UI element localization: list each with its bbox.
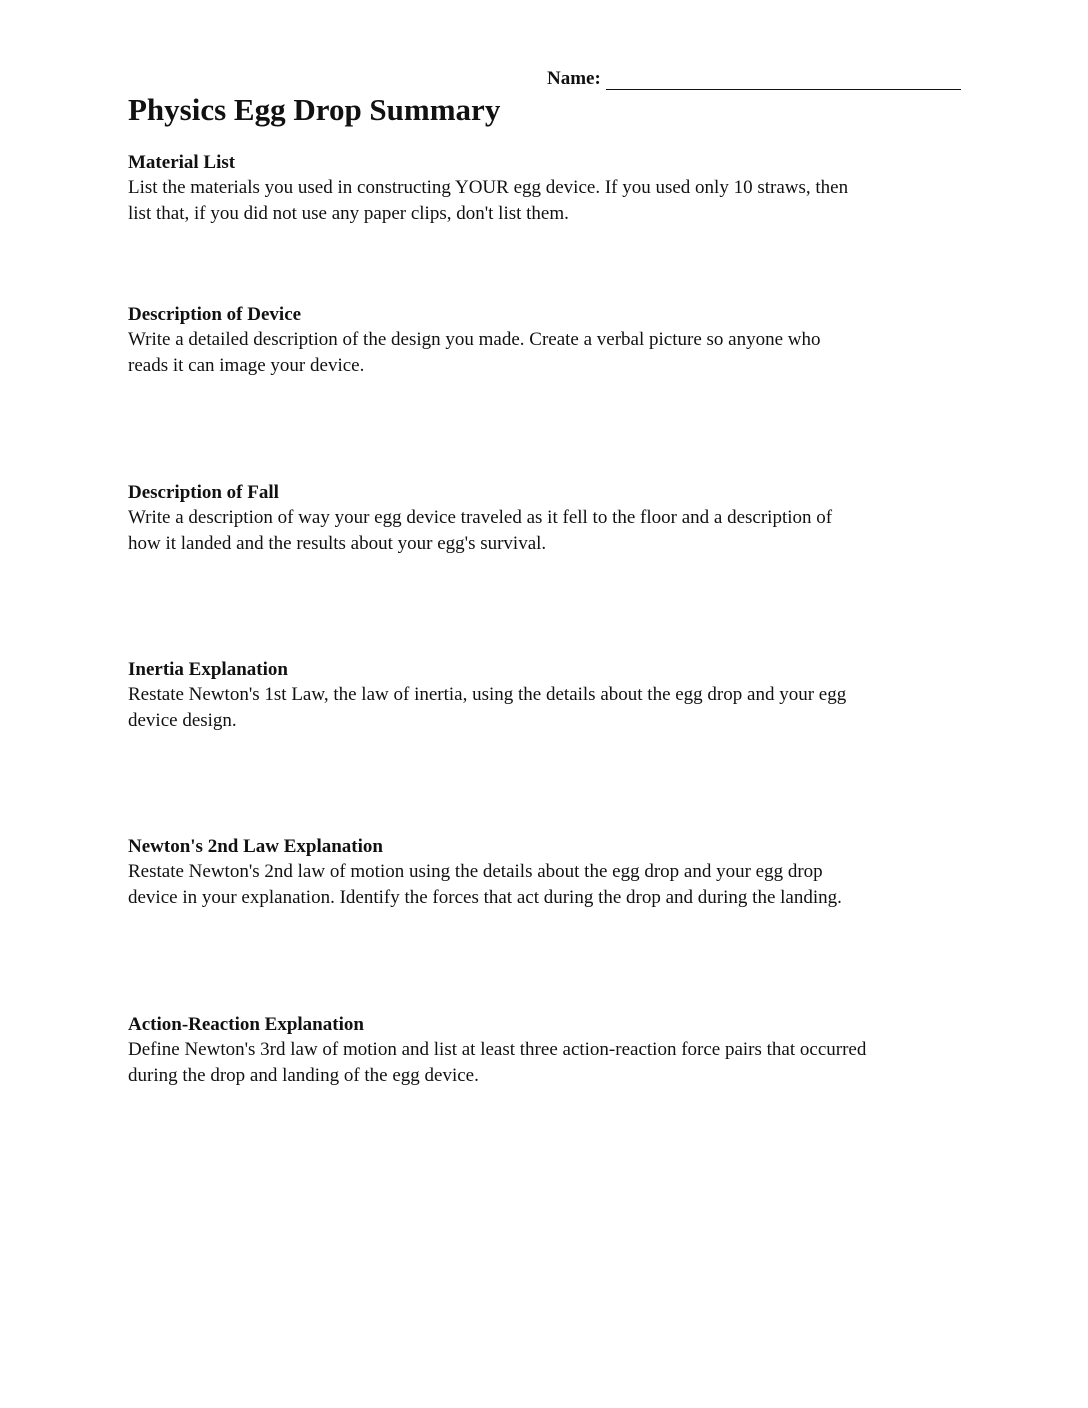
section-instruction-line: device in your explanation. Identify the forces that act during the drop and during the landing. [128,886,842,908]
section-instruction-line: List the materials you used in constructing YOUR egg device. If you used only 10 straws, then [128,177,849,198]
section-inertia-explanation [128,657,963,733]
section-instruction-line: during the drop and landing of the egg device. [128,1064,479,1086]
section-instruction-line: Write a detailed description of the design you made. Create a verbal picture so anyone who [128,329,821,350]
section-material-list [128,150,963,226]
name-label: Name: [547,68,601,89]
section-instruction-line: Write a description of way your egg device traveled as it fell to the floor and a description of [128,507,833,528]
name-field-row [547,66,961,90]
section-description-of-device [128,302,963,378]
section-instruction-line: how it landed and the results about your egg's survival. [128,532,547,554]
section-instruction-line: Define Newton's 3rd law of motion and list at least three action-reaction force pairs that occurred [128,1039,867,1060]
section-heading: Description of Device [128,304,302,325]
section-instruction-line: device design. [128,709,237,731]
section-instruction-line: Restate Newton's 1st Law, the law of inertia, using the details about the egg drop and your egg [128,684,847,705]
section-heading: Material List [128,152,236,173]
section-heading: Action-Reaction Explanation [128,1014,364,1035]
section-instruction-line: reads it can image your device. [128,354,365,376]
page-title: Physics Egg Drop Summary [128,92,501,127]
section-instruction-line: list that, if you did not use any paper clips, don't list them. [128,202,569,224]
section-description-of-fall [128,480,963,556]
section-action-reaction-explanation [128,1012,963,1088]
section-heading: Newton's 2nd Law Explanation [128,836,383,857]
section-heading: Inertia Explanation [128,659,288,680]
section-newtons-2nd-law-explanation [128,834,963,910]
section-instruction-line: Restate Newton's 2nd law of motion using the details about the egg drop and your egg drop [128,861,823,882]
name-blank-line[interactable] [606,69,961,90]
section-heading: Description of Fall [128,482,279,503]
